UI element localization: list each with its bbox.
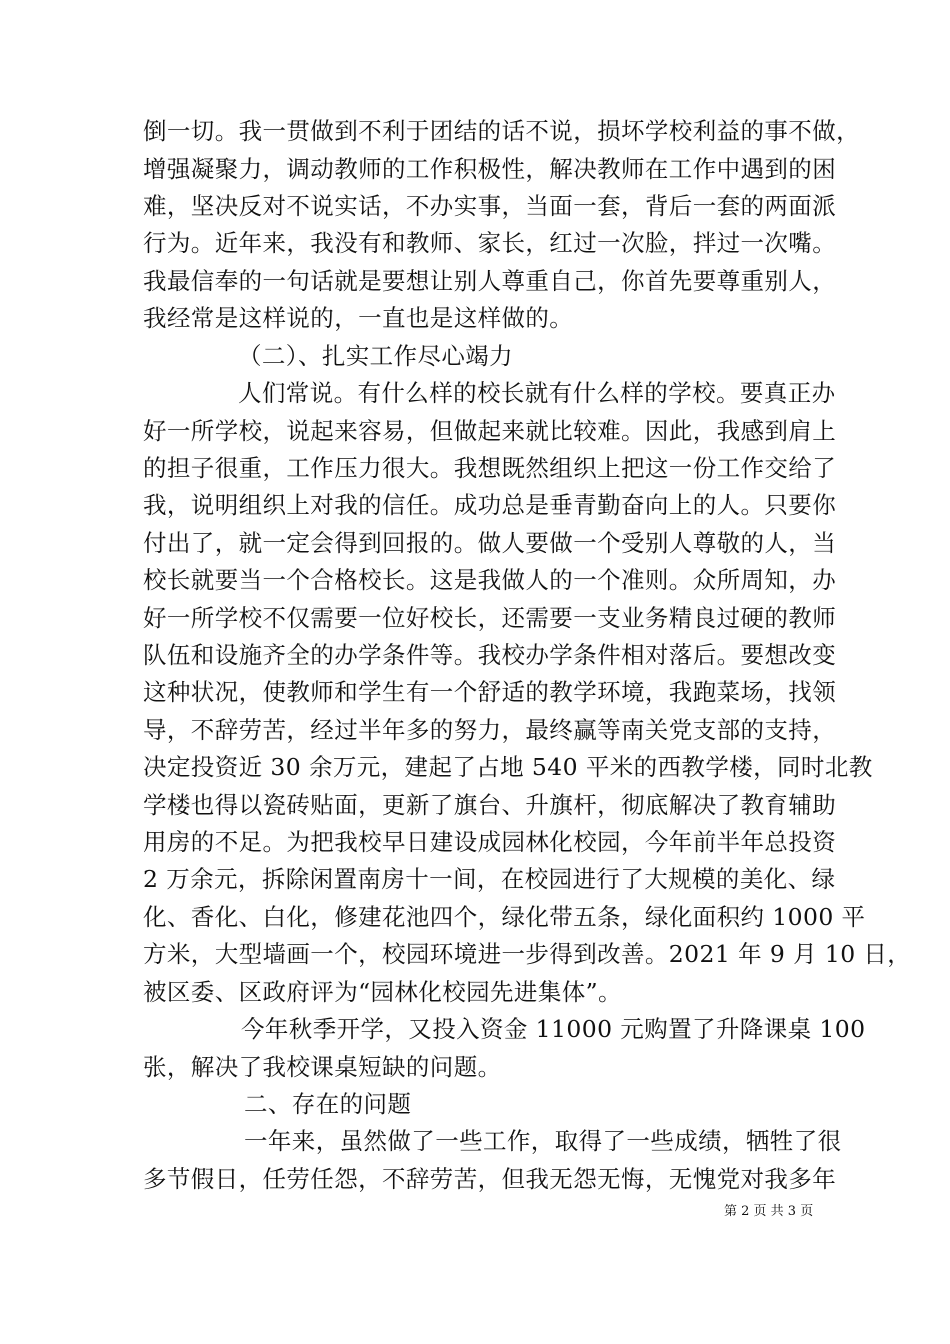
text-line: 被区委、区政府评为“园林化校园先进集体”。	[143, 978, 622, 1006]
text-line: 多节假日，任劳任怨，不辞劳苦，但我无怨无悔，无愧党对我多年	[143, 1165, 837, 1193]
text-line: 2 万余元，拆除闲置南房十一间，在校园进行了大规模的美化、绿	[143, 865, 836, 893]
text-line: 导，不辞劳苦，经过半年多的努力，最终赢等南关党支部的支持，	[143, 716, 837, 744]
text-line: 的担子很重，工作压力很大。我想既然组织上把这一份工作交给了	[143, 454, 837, 482]
text-line: 方米，大型墙画一个，校园环境进一步得到改善。2021 年 9 月 10 日，	[143, 940, 912, 968]
text-line: 好一所学校，说起来容易，但做起来就比较难。因此，我感到肩上	[143, 417, 837, 445]
text-line: 这种状况，使教师和学生有一个舒适的教学环境，我跑菜场，找领	[143, 678, 837, 706]
text-line: 难，坚决反对不说实话，不办实事，当面一套，背后一套的两面派	[143, 192, 837, 220]
text-line: 化、香化、白化，修建花池四个，绿化带五条，绿化面积约 1000 平	[143, 903, 866, 931]
text-line: 我，说明组织上对我的信任。成功总是垂青勤奋向上的人。只要你	[143, 491, 837, 519]
text-line: 用房的不足。为把我校早日建设成园林化校园，今年前半年总投资	[143, 828, 837, 856]
section-heading: 二、存在的问题	[244, 1090, 412, 1118]
text-line: 校长就要当一个合格校长。这是我做人的一个准则。众所周知，办	[143, 566, 837, 594]
section-heading: （二）、扎实工作尽心竭力	[238, 342, 514, 370]
text-line: 好一所学校不仅需要一位好校长，还需要一支业务精良过硬的教师	[143, 604, 837, 632]
text-line: 行为。近年来，我没有和教师、家长，红过一次脸，拌过一次嘴。	[143, 229, 837, 257]
text-line: 我最信奉的一句话就是要想让别人尊重自己，你首先要尊重别人，	[143, 267, 837, 295]
text-line: 张，解决了我校课桌短缺的问题。	[143, 1053, 502, 1081]
paragraph-first-line: 人们常说。有什么样的校长就有什么样的学校。要真正办	[238, 379, 836, 407]
text-line: 队伍和设施齐全的办学条件等。我校办学条件相对落后。要想改变	[143, 641, 837, 669]
text-line: 决定投资近 30 余万元，建起了占地 540 平米的西教学楼，同时北教	[143, 753, 873, 781]
text-line: 付出了，就一定会得到回报的。做人要做一个受别人尊敬的人，当	[143, 529, 837, 557]
page-number-footer: 第 2 页 共 3 页	[724, 1204, 814, 1219]
paragraph-first-line: 一年来，虽然做了一些工作，取得了一些成绩，牺牲了很	[244, 1127, 842, 1155]
paragraph-first-line: 今年秋季开学，又投入资金 11000 元购置了升降课桌 100	[241, 1015, 866, 1043]
text-line: 学楼也得以瓷砖贴面，更新了旗台、升旗杆，彻底解决了教育辅助	[143, 791, 837, 819]
text-line: 增强凝聚力，调动教师的工作积极性，解决教师在工作中遇到的困	[143, 155, 837, 183]
text-line: 我经常是这样说的，一直也是这样做的。	[143, 304, 574, 332]
text-line: 倒一切。我一贯做到不利于团结的话不说，损坏学校利益的事不做，	[143, 117, 860, 145]
